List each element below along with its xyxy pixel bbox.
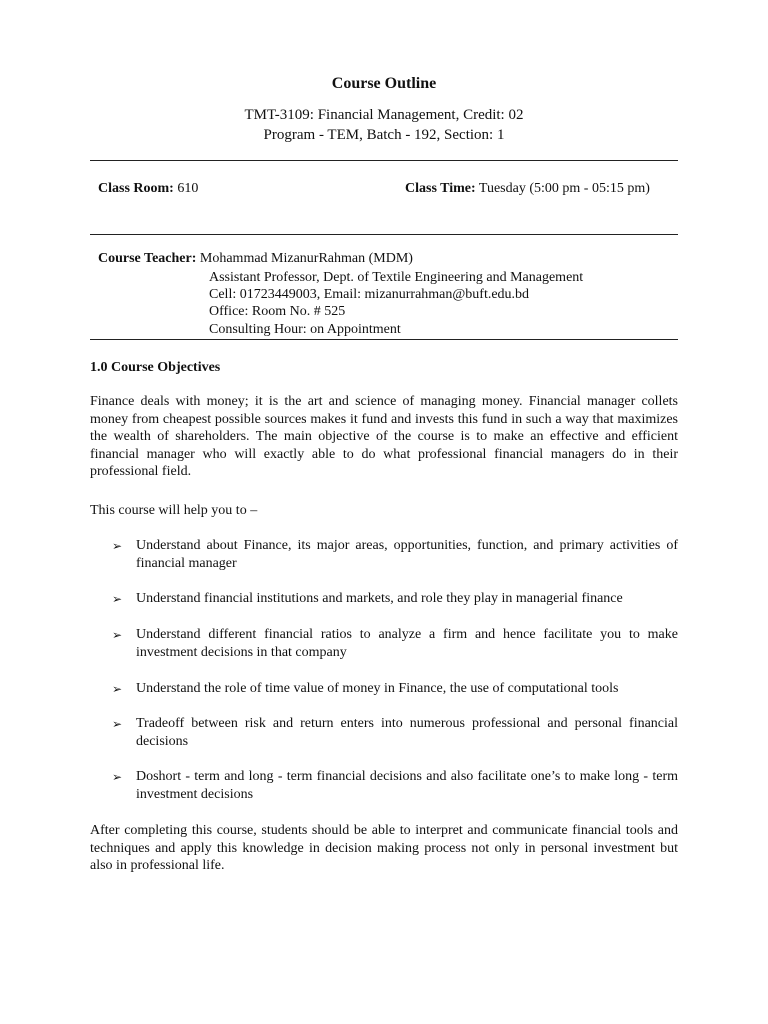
divider-top <box>90 160 678 161</box>
teacher-name: Mohammad MizanurRahman (MDM) <box>199 251 413 266</box>
arrow-bullet-icon: ➢ <box>112 592 123 606</box>
arrow-bullet-icon: ➢ <box>112 770 123 784</box>
teacher-designation: Assistant Professor, Dept. of Textile Engineering and Management <box>209 270 584 285</box>
list-item-text: Doshort - term and long - term financial decisions and also facilitate one’s to make long - term investment decisions <box>136 769 678 802</box>
teacher-contact: Cell: 01723449003, Email: mizanurrahman@buft.edu.bd <box>209 287 530 302</box>
list-item-text: Understand about Finance, its major areas, opportunities, function, and primary activities of financial manager <box>136 538 678 571</box>
document-title: Course Outline <box>331 75 437 92</box>
divider-bottom <box>90 339 678 340</box>
objectives-heading: 1.0 Course Objectives <box>90 360 221 375</box>
arrow-bullet-icon: ➢ <box>112 628 123 642</box>
class-room-label: Class Room: <box>98 181 174 196</box>
teacher-row <box>98 250 413 268</box>
program-line: Program - TEM, Batch - 192, Section: 1 <box>263 127 505 143</box>
list-item-text: Understand financial institutions and markets, and role they play in managerial finance <box>136 591 623 606</box>
list-item-text: Understand different financial ratios to analyze a firm and hence facilitate you to make investment decisions in that company <box>136 627 678 660</box>
teacher-label: Course Teacher: <box>98 251 197 266</box>
arrow-bullet-icon: ➢ <box>112 717 123 731</box>
objectives-closing-paragraph: After completing this course, students should be able to interpret and communicate financial tools and techniques and apply this knowledge in decision making process not only in personal investment but also in professional life. <box>90 823 678 874</box>
class-time-value: Tuesday (5:00 pm - 05:15 pm) <box>478 181 650 196</box>
arrow-bullet-icon: ➢ <box>112 539 123 553</box>
class-room-row <box>98 180 198 198</box>
list-item-text: Tradeoff between risk and return enters into numerous professional and personal financial decisions <box>136 716 678 749</box>
arrow-bullet-icon: ➢ <box>112 682 123 696</box>
teacher-office: Office: Room No. # 525 <box>209 304 346 319</box>
objectives-intro: This course will help you to – <box>90 503 258 518</box>
class-time-row <box>405 180 650 198</box>
class-time-label: Class Time: <box>405 181 476 196</box>
course-code-line: TMT-3109: Financial Management, Credit: 02 <box>244 107 524 123</box>
class-room-value: 610 <box>177 181 199 196</box>
objectives-paragraph: Finance deals with money; it is the art and science of managing money. Financial manager collets money from cheapest possible sources makes it fund and invests this fund in such a way that maximizes the wealth of shareholders. The main objective of the course is to make an effective and efficient financial manager who will exactly able to do what professional financial managers do in their professional field. <box>90 394 678 480</box>
list-item-text: Understand the role of time value of money in Finance, the use of computational tools <box>136 681 619 696</box>
divider-middle <box>90 234 678 235</box>
teacher-consulting-hour: Consulting Hour: on Appointment <box>209 322 401 337</box>
